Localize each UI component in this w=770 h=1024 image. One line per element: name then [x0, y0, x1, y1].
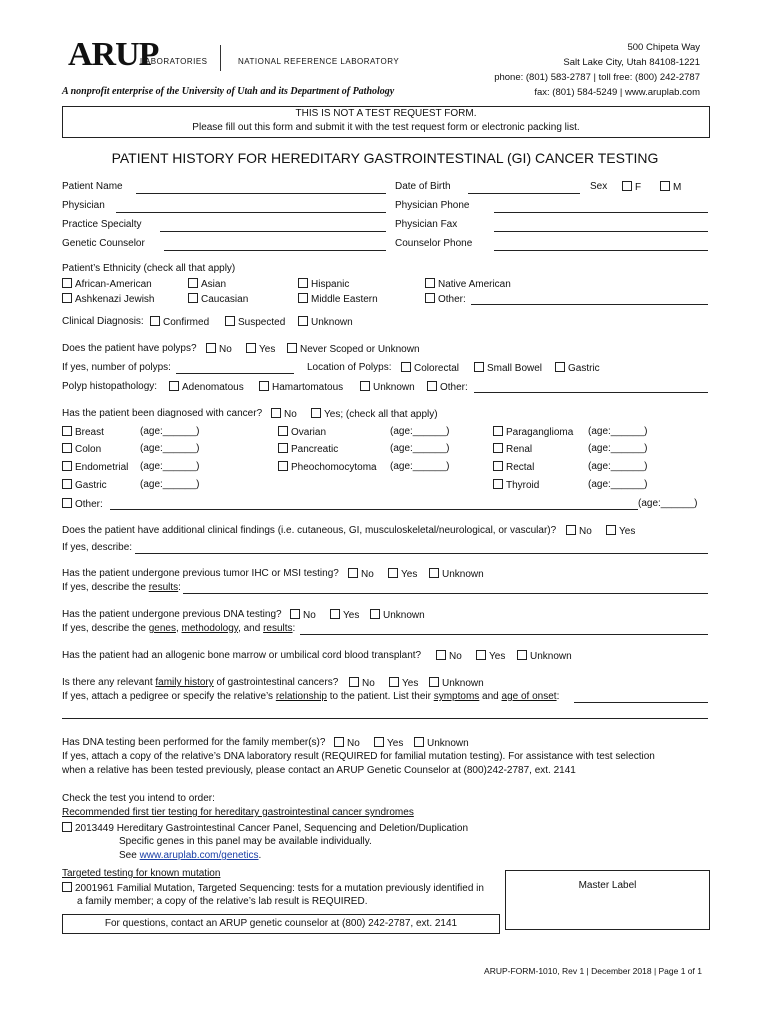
- checkbox[interactable]: [290, 609, 300, 619]
- sex-f-option[interactable]: F: [622, 181, 641, 193]
- ethnicity-other-field[interactable]: [471, 304, 708, 305]
- cancer-age-field[interactable]: (age:______): [588, 426, 648, 437]
- bmt-question: Has the patient had an allogenic bone marrow or umbilical cord blood transplant?: [62, 650, 422, 661]
- checkbox[interactable]: [287, 343, 297, 353]
- family-yes-option[interactable]: Yes: [389, 677, 418, 689]
- counselor-phone-label: Counselor Phone: [395, 238, 473, 249]
- ihc-yes-option[interactable]: Yes: [388, 568, 417, 580]
- cancer-age-field[interactable]: (age:______): [140, 479, 200, 490]
- checkbox[interactable]: [660, 181, 670, 191]
- header-divider: [220, 45, 221, 71]
- checkbox[interactable]: [169, 381, 179, 391]
- checkbox[interactable]: [429, 677, 439, 687]
- checkbox[interactable]: [476, 650, 486, 660]
- dob-label: Date of Birth: [395, 181, 451, 192]
- ihc-describe-label: If yes, describe the results:: [62, 582, 181, 593]
- cancer-other-option[interactable]: Other:: [62, 498, 103, 510]
- checkbox[interactable]: [311, 408, 321, 418]
- dna-describe-field[interactable]: [300, 634, 708, 635]
- test1-note-2: See www.aruplab.com/genetics.: [119, 850, 262, 861]
- checkbox[interactable]: [566, 525, 576, 535]
- test2-note: a family member; a copy of the relative’s lab result is REQUIRED.: [77, 896, 368, 907]
- checkbox[interactable]: [360, 381, 370, 391]
- checkbox[interactable]: [298, 316, 308, 326]
- checkbox[interactable]: [246, 343, 256, 353]
- checkbox[interactable]: [425, 293, 435, 303]
- cancer-question: Has the patient been diagnosed with cancer?: [62, 408, 263, 419]
- practice-specialty-label: Practice Specialty: [62, 219, 142, 230]
- physician-phone-label: Physician Phone: [395, 200, 470, 211]
- cancer-type-option[interactable]: Colon: [62, 443, 101, 455]
- checkbox[interactable]: [62, 461, 72, 471]
- findings-describe-label: If yes, describe:: [62, 542, 133, 553]
- cancer-type-option[interactable]: Renal: [493, 443, 532, 455]
- checkbox[interactable]: [334, 737, 344, 747]
- family-dna-note-2: when a relative has been tested previously, please contact an ARUP Genetic Counselor at (800)242-2787, ext. 2141: [62, 765, 576, 776]
- checkbox[interactable]: [414, 737, 424, 747]
- cancer-other-age-field[interactable]: (age:______): [638, 498, 698, 509]
- checkbox[interactable]: [188, 293, 198, 303]
- checkbox[interactable]: [62, 278, 72, 288]
- dna-describe-label: If yes, describe the genes, methodology, and results:: [62, 623, 296, 634]
- genetic-counselor-field[interactable]: [164, 250, 386, 251]
- checkbox[interactable]: [436, 650, 446, 660]
- notice-box: [62, 106, 710, 138]
- phone-line: phone: (801) 583-2787 | toll free: (800) 242-2787: [494, 72, 700, 83]
- cancer-type-option[interactable]: Pheochomocytoma: [278, 461, 377, 473]
- checkbox[interactable]: [225, 316, 235, 326]
- checkbox[interactable]: [62, 443, 72, 453]
- fax-line: fax: (801) 584-5249 | www.aruplab.com: [534, 87, 700, 98]
- ethnicity-option[interactable]: African-American: [62, 278, 152, 290]
- histopathology-other-field[interactable]: [474, 392, 708, 393]
- cancer-age-field[interactable]: (age:______): [588, 443, 648, 454]
- checkbox[interactable]: [330, 609, 340, 619]
- practice-specialty-field[interactable]: [160, 231, 386, 232]
- checkbox[interactable]: [298, 278, 308, 288]
- histopathology-option[interactable]: Unknown: [360, 381, 415, 393]
- family-dna-yes-option[interactable]: Yes: [374, 737, 403, 749]
- checkbox[interactable]: [62, 426, 72, 436]
- ihc-question: Has the patient undergone previous tumor IHC or MSI testing?: [62, 568, 339, 579]
- checkbox[interactable]: [298, 293, 308, 303]
- ethnicity-heading: Patient’s Ethnicity (check all that apply): [62, 263, 236, 274]
- dob-field[interactable]: [468, 193, 580, 194]
- checkbox[interactable]: [606, 525, 616, 535]
- ihc-unknown-option[interactable]: Unknown: [429, 568, 484, 580]
- notice-line-1: THIS IS NOT A TEST REQUEST FORM.: [295, 108, 477, 119]
- ethnicity-option[interactable]: Other:: [425, 293, 466, 305]
- checkbox[interactable]: [206, 343, 216, 353]
- form-title: PATIENT HISTORY FOR HEREDITARY GASTROINTESTINAL (GI) CANCER TESTING: [111, 150, 659, 166]
- checkbox[interactable]: [62, 293, 72, 303]
- checkbox[interactable]: [493, 479, 503, 489]
- questions-box: For questions, contact an ARUP genetic counselor at (800) 242-2787, ext. 2141: [62, 914, 500, 934]
- cancer-yes-option[interactable]: Yes; (check all that apply): [311, 408, 438, 420]
- checkbox[interactable]: [493, 461, 503, 471]
- dna-question: Has the patient undergone previous DNA testing?: [62, 609, 282, 620]
- national-reference-label: NATIONAL REFERENCE LABORATORY: [238, 57, 400, 66]
- cancer-age-field[interactable]: (age:______): [390, 461, 450, 472]
- physician-fax-label: Physician Fax: [395, 219, 458, 230]
- checkbox[interactable]: [401, 362, 411, 372]
- ethnicity-option[interactable]: Caucasian: [188, 293, 248, 305]
- checkbox[interactable]: [271, 408, 281, 418]
- test-2001961-option[interactable]: 2001961 Familial Mutation, Targeted Sequencing: tests for a mutation previously identified in: [62, 882, 484, 894]
- notice-line-2: Please fill out this form and submit it with the test request form or electronic packing list.: [192, 122, 580, 133]
- polyps-location-option[interactable]: Small Bowel: [474, 362, 542, 374]
- clinical-option[interactable]: Unknown: [298, 316, 353, 328]
- cancer-age-field[interactable]: (age:______): [140, 426, 200, 437]
- polyps-option[interactable]: Never Scoped or Unknown: [287, 343, 420, 355]
- ethnicity-option[interactable]: Middle Eastern: [298, 293, 378, 305]
- checkbox[interactable]: [429, 568, 439, 578]
- cancer-type-option[interactable]: Paraganglioma: [493, 426, 573, 438]
- patient-name-label: Patient Name: [62, 181, 123, 192]
- bmt-no-option[interactable]: No: [436, 650, 462, 662]
- cancer-type-option[interactable]: Breast: [62, 426, 104, 438]
- checkbox[interactable]: [278, 426, 288, 436]
- cancer-age-field[interactable]: (age:______): [140, 461, 200, 472]
- ihc-describe-field[interactable]: [183, 593, 708, 594]
- checkbox[interactable]: [259, 381, 269, 391]
- family-no-option[interactable]: No: [349, 677, 375, 689]
- clinical-diagnosis-label: Clinical Diagnosis:: [62, 316, 144, 327]
- findings-no-option[interactable]: No: [566, 525, 592, 537]
- family-attach-field[interactable]: [574, 702, 708, 703]
- family-attach-field-2[interactable]: [62, 718, 708, 719]
- family-unknown-option[interactable]: Unknown: [429, 677, 484, 689]
- checkbox[interactable]: [188, 278, 198, 288]
- arup-logo: ARUP: [68, 36, 159, 73]
- checkbox[interactable]: [517, 650, 527, 660]
- dna-unknown-option[interactable]: Unknown: [370, 609, 425, 621]
- checkbox[interactable]: [474, 362, 484, 372]
- recommended-heading: Recommended first tier testing for hereditary gastrointestinal cancer syndromes: [62, 807, 414, 818]
- cancer-type-option[interactable]: Thyroid: [493, 479, 539, 491]
- family-dna-unknown-option[interactable]: Unknown: [414, 737, 469, 749]
- checkbox[interactable]: [349, 677, 359, 687]
- aruplab-genetics-link[interactable]: www.aruplab.com/genetics: [139, 850, 259, 861]
- ethnicity-option[interactable]: Ashkenazi Jewish: [62, 293, 154, 305]
- checkbox[interactable]: [493, 443, 503, 453]
- address-line-2: Salt Lake City, Utah 84108-1221: [563, 57, 700, 68]
- histopathology-option[interactable]: Other:: [427, 381, 468, 393]
- sex-m-option[interactable]: M: [660, 181, 681, 193]
- checkbox[interactable]: [348, 568, 358, 578]
- cancer-age-field[interactable]: (age:______): [390, 426, 450, 437]
- polyps-location-option[interactable]: Gastric: [555, 362, 600, 374]
- family-dna-note-1: If yes, attach a copy of the relative’s DNA laboratory result (REQUIRED for familial mutation testing). For assistance with test selection: [62, 751, 655, 762]
- checkbox[interactable]: [62, 882, 72, 892]
- checkbox[interactable]: [62, 822, 72, 832]
- ethnicity-option[interactable]: Native American: [425, 278, 511, 290]
- cancer-age-field[interactable]: (age:______): [390, 443, 450, 454]
- checkbox[interactable]: [622, 181, 632, 191]
- physician-label: Physician: [62, 200, 105, 211]
- family-dna-no-option[interactable]: No: [334, 737, 360, 749]
- dna-no-option[interactable]: No: [290, 609, 316, 621]
- cancer-type-option[interactable]: Pancreatic: [278, 443, 338, 455]
- ihc-no-option[interactable]: No: [348, 568, 374, 580]
- cancer-age-field[interactable]: (age:______): [140, 443, 200, 454]
- checkbox[interactable]: [389, 677, 399, 687]
- polyps-option[interactable]: Yes: [246, 343, 275, 355]
- histopathology-option[interactable]: Hamartomatous: [259, 381, 343, 393]
- family-dna-question: Has DNA testing been performed for the family member(s)?: [62, 737, 326, 748]
- physician-fax-field[interactable]: [494, 231, 708, 232]
- checkbox[interactable]: [278, 461, 288, 471]
- ethnicity-option[interactable]: Asian: [188, 278, 226, 290]
- checkbox[interactable]: [370, 609, 380, 619]
- histopathology-option[interactable]: Adenomatous: [169, 381, 244, 393]
- polyps-question: Does the patient have polyps?: [62, 343, 197, 354]
- ethnicity-option[interactable]: Hispanic: [298, 278, 349, 290]
- clinical-option[interactable]: Suspected: [225, 316, 285, 328]
- tagline: A nonprofit enterprise of the University of Utah and its Department of Pathology: [62, 86, 395, 97]
- targeted-heading: Targeted testing for known mutation: [62, 868, 221, 879]
- address-line-1: 500 Chipeta Way: [627, 42, 700, 53]
- checkbox[interactable]: [150, 316, 160, 326]
- cancer-age-field[interactable]: (age:______): [588, 461, 648, 472]
- bmt-yes-option[interactable]: Yes: [476, 650, 505, 662]
- dna-yes-option[interactable]: Yes: [330, 609, 359, 621]
- physician-phone-field[interactable]: [494, 212, 708, 213]
- sex-label: Sex: [590, 181, 608, 192]
- checkbox[interactable]: [493, 426, 503, 436]
- order-heading: Check the test you intend to order:: [62, 793, 215, 804]
- checkbox[interactable]: [278, 443, 288, 453]
- checkbox[interactable]: [388, 568, 398, 578]
- checkbox[interactable]: [427, 381, 437, 391]
- cancer-age-field[interactable]: (age:______): [588, 479, 648, 490]
- bmt-unknown-option[interactable]: Unknown: [517, 650, 572, 662]
- findings-describe-field[interactable]: [135, 553, 708, 554]
- master-label-text: Master Label: [578, 880, 637, 891]
- polyps-location-label: Location of Polyps:: [307, 362, 392, 373]
- cancer-type-option[interactable]: Ovarian: [278, 426, 326, 438]
- polyps-number-field[interactable]: [176, 373, 294, 374]
- patient-name-field[interactable]: [136, 193, 386, 194]
- findings-question: Does the patient have additional clinical findings (i.e. cutaneous, GI, musculoskeletal/neurological, or vascular)?: [62, 525, 557, 536]
- polyps-location-option[interactable]: Colorectal: [401, 362, 459, 374]
- family-history-question: Is there any relevant family history of gastrointestinal cancers?: [62, 677, 339, 688]
- test-2013449-option[interactable]: 2013449 Hereditary Gastrointestinal Cancer Panel, Sequencing and Deletion/Duplication: [62, 822, 468, 834]
- genetic-counselor-label: Genetic Counselor: [62, 238, 145, 249]
- checkbox[interactable]: [555, 362, 565, 372]
- laboratories-label: LABORATORIES: [140, 57, 208, 66]
- physician-field[interactable]: [116, 212, 386, 213]
- test1-note-1: Specific genes in this panel may be available individually.: [119, 836, 372, 847]
- clinical-option[interactable]: Confirmed: [150, 316, 209, 328]
- checkbox[interactable]: [62, 498, 72, 508]
- master-label-box: [505, 870, 710, 930]
- form-footer: ARUP-FORM-1010, Rev 1 | December 2018 | Page 1 of 1: [484, 966, 702, 976]
- checkbox[interactable]: [425, 278, 435, 288]
- family-attach-label: If yes, attach a pedigree or specify the relative’s relationship to the patient. List their symptoms and age of onset:: [62, 691, 560, 702]
- polyps-option[interactable]: No: [206, 343, 232, 355]
- polyps-number-label: If yes, number of polyps:: [62, 362, 171, 373]
- cancer-type-option[interactable]: Gastric: [62, 479, 107, 491]
- checkbox[interactable]: [62, 479, 72, 489]
- counselor-phone-field[interactable]: [494, 250, 708, 251]
- findings-yes-option[interactable]: Yes: [606, 525, 635, 537]
- cancer-type-option[interactable]: Endometrial: [62, 461, 128, 473]
- cancer-type-option[interactable]: Rectal: [493, 461, 534, 473]
- polyp-histopathology-label: Polyp histopathology:: [62, 381, 158, 392]
- cancer-no-option[interactable]: No: [271, 408, 297, 420]
- checkbox[interactable]: [374, 737, 384, 747]
- cancer-other-field[interactable]: [110, 509, 638, 510]
